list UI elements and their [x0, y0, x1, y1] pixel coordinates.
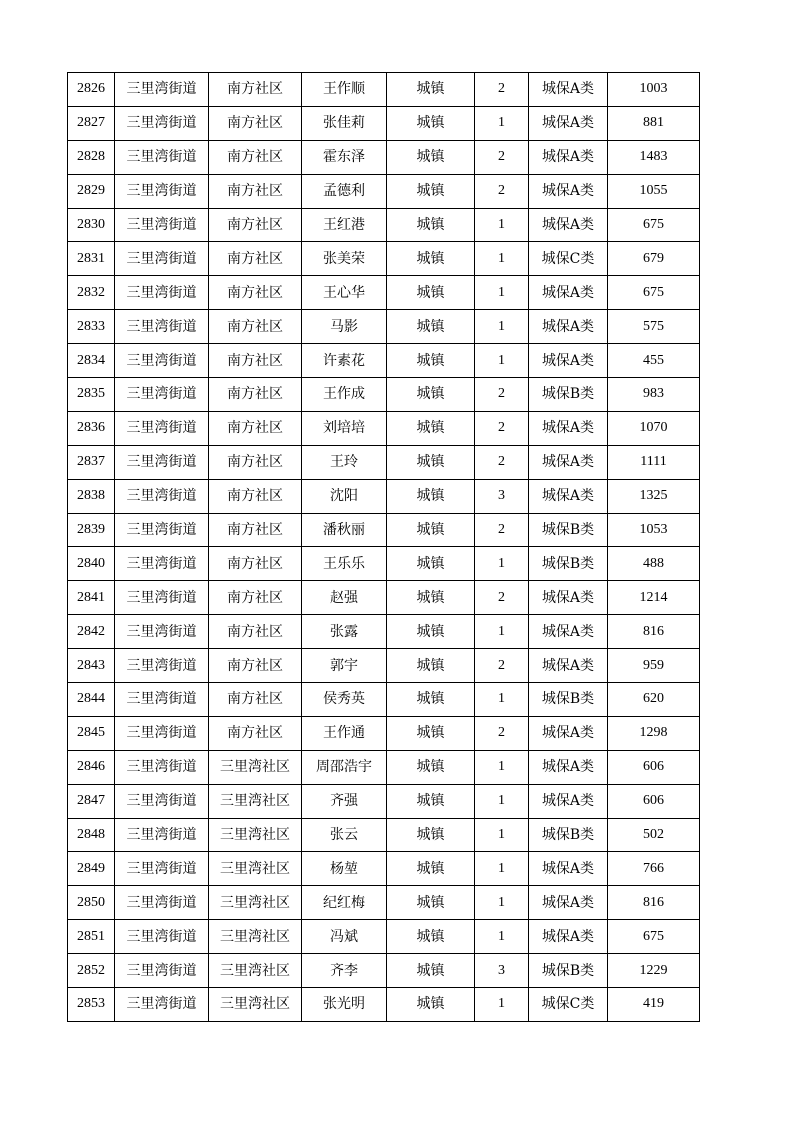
table-row — [68, 208, 700, 242]
household-type-cell: 城镇 — [387, 106, 475, 140]
table-row — [68, 988, 700, 1022]
table-row — [68, 445, 700, 479]
community-cell: 南方社区 — [209, 106, 302, 140]
row-number-cell: 2832 — [68, 276, 115, 310]
name-cell: 王作成 — [302, 378, 387, 412]
household-type-cell: 城镇 — [387, 479, 475, 513]
category-cell: 城保A类 — [529, 310, 608, 344]
category-cell: 城保A类 — [529, 174, 608, 208]
row-number-cell: 2852 — [68, 954, 115, 988]
name-cell: 杨堃 — [302, 852, 387, 886]
table-row — [68, 378, 700, 412]
community-cell: 南方社区 — [209, 344, 302, 378]
persons-cell: 1 — [475, 242, 529, 276]
row-number-cell: 2843 — [68, 649, 115, 683]
persons-cell: 3 — [475, 479, 529, 513]
category-cell: 城保A类 — [529, 344, 608, 378]
name-cell: 张云 — [302, 818, 387, 852]
street-cell: 三里湾街道 — [115, 513, 209, 547]
row-number-cell: 2836 — [68, 411, 115, 445]
row-number-cell: 2839 — [68, 513, 115, 547]
street-cell: 三里湾街道 — [115, 378, 209, 412]
category-cell: 城保A类 — [529, 784, 608, 818]
persons-cell: 2 — [475, 445, 529, 479]
amount-cell: 1070 — [608, 411, 700, 445]
amount-cell: 455 — [608, 344, 700, 378]
row-number-cell: 2853 — [68, 988, 115, 1022]
street-cell: 三里湾街道 — [115, 886, 209, 920]
street-cell: 三里湾街道 — [115, 750, 209, 784]
household-type-cell: 城镇 — [387, 411, 475, 445]
persons-cell: 2 — [475, 513, 529, 547]
category-cell: 城保A类 — [529, 750, 608, 784]
row-number-cell: 2835 — [68, 378, 115, 412]
name-cell: 纪红梅 — [302, 886, 387, 920]
name-cell: 张佳莉 — [302, 106, 387, 140]
name-cell: 张光明 — [302, 988, 387, 1022]
household-type-cell: 城镇 — [387, 174, 475, 208]
name-cell: 王玲 — [302, 445, 387, 479]
community-cell: 三里湾社区 — [209, 886, 302, 920]
name-cell: 潘秋丽 — [302, 513, 387, 547]
amount-cell: 1298 — [608, 716, 700, 750]
street-cell: 三里湾街道 — [115, 852, 209, 886]
street-cell: 三里湾街道 — [115, 818, 209, 852]
table-row — [68, 73, 700, 107]
street-cell: 三里湾街道 — [115, 716, 209, 750]
name-cell: 冯斌 — [302, 920, 387, 954]
household-type-cell: 城镇 — [387, 73, 475, 107]
category-cell: 城保B类 — [529, 513, 608, 547]
category-cell: 城保B类 — [529, 683, 608, 717]
category-cell: 城保A类 — [529, 615, 608, 649]
table-row — [68, 344, 700, 378]
amount-cell: 881 — [608, 106, 700, 140]
amount-cell: 1111 — [608, 445, 700, 479]
persons-cell: 1 — [475, 988, 529, 1022]
name-cell: 赵强 — [302, 581, 387, 615]
table-row — [68, 479, 700, 513]
persons-cell: 1 — [475, 344, 529, 378]
street-cell: 三里湾街道 — [115, 784, 209, 818]
row-number-cell: 2830 — [68, 208, 115, 242]
name-cell: 周邵浩宇 — [302, 750, 387, 784]
category-cell: 城保A类 — [529, 886, 608, 920]
name-cell: 刘培培 — [302, 411, 387, 445]
amount-cell: 502 — [608, 818, 700, 852]
name-cell: 马影 — [302, 310, 387, 344]
community-cell: 南方社区 — [209, 276, 302, 310]
name-cell: 王作顺 — [302, 73, 387, 107]
household-type-cell: 城镇 — [387, 547, 475, 581]
persons-cell: 1 — [475, 784, 529, 818]
category-cell: 城保B类 — [529, 547, 608, 581]
street-cell: 三里湾街道 — [115, 310, 209, 344]
amount-cell: 1229 — [608, 954, 700, 988]
amount-cell: 959 — [608, 649, 700, 683]
persons-cell: 1 — [475, 310, 529, 344]
persons-cell: 1 — [475, 106, 529, 140]
category-cell: 城保A类 — [529, 920, 608, 954]
amount-cell: 983 — [608, 378, 700, 412]
name-cell: 王红港 — [302, 208, 387, 242]
household-type-cell: 城镇 — [387, 886, 475, 920]
table-body — [68, 73, 700, 1022]
street-cell: 三里湾街道 — [115, 344, 209, 378]
household-type-cell: 城镇 — [387, 954, 475, 988]
household-type-cell: 城镇 — [387, 378, 475, 412]
table-row — [68, 581, 700, 615]
amount-cell: 488 — [608, 547, 700, 581]
category-cell: 城保B类 — [529, 954, 608, 988]
community-cell: 三里湾社区 — [209, 920, 302, 954]
name-cell: 齐强 — [302, 784, 387, 818]
table-row — [68, 310, 700, 344]
household-type-cell: 城镇 — [387, 784, 475, 818]
row-number-cell: 2846 — [68, 750, 115, 784]
table-row — [68, 649, 700, 683]
household-type-cell: 城镇 — [387, 988, 475, 1022]
data-table — [67, 72, 700, 1022]
community-cell: 南方社区 — [209, 513, 302, 547]
persons-cell: 1 — [475, 886, 529, 920]
household-type-cell: 城镇 — [387, 920, 475, 954]
row-number-cell: 2837 — [68, 445, 115, 479]
community-cell: 南方社区 — [209, 242, 302, 276]
name-cell: 齐李 — [302, 954, 387, 988]
household-type-cell: 城镇 — [387, 818, 475, 852]
table-row — [68, 852, 700, 886]
community-cell: 南方社区 — [209, 445, 302, 479]
table-row — [68, 513, 700, 547]
amount-cell: 1214 — [608, 581, 700, 615]
amount-cell: 1055 — [608, 174, 700, 208]
street-cell: 三里湾街道 — [115, 581, 209, 615]
table-row — [68, 106, 700, 140]
community-cell: 南方社区 — [209, 411, 302, 445]
street-cell: 三里湾街道 — [115, 411, 209, 445]
community-cell: 南方社区 — [209, 615, 302, 649]
table-row — [68, 716, 700, 750]
street-cell: 三里湾街道 — [115, 988, 209, 1022]
row-number-cell: 2841 — [68, 581, 115, 615]
street-cell: 三里湾街道 — [115, 208, 209, 242]
street-cell: 三里湾街道 — [115, 174, 209, 208]
community-cell: 南方社区 — [209, 581, 302, 615]
persons-cell: 2 — [475, 649, 529, 683]
row-number-cell: 2829 — [68, 174, 115, 208]
community-cell: 三里湾社区 — [209, 954, 302, 988]
table-row — [68, 242, 700, 276]
row-number-cell: 2833 — [68, 310, 115, 344]
community-cell: 三里湾社区 — [209, 852, 302, 886]
amount-cell: 675 — [608, 920, 700, 954]
amount-cell: 675 — [608, 276, 700, 310]
community-cell: 三里湾社区 — [209, 750, 302, 784]
category-cell: 城保A类 — [529, 852, 608, 886]
table-row — [68, 615, 700, 649]
table-row — [68, 784, 700, 818]
household-type-cell: 城镇 — [387, 581, 475, 615]
street-cell: 三里湾街道 — [115, 683, 209, 717]
household-type-cell: 城镇 — [387, 513, 475, 547]
household-type-cell: 城镇 — [387, 649, 475, 683]
persons-cell: 2 — [475, 716, 529, 750]
table-row — [68, 750, 700, 784]
row-number-cell: 2834 — [68, 344, 115, 378]
category-cell: 城保A类 — [529, 716, 608, 750]
household-type-cell: 城镇 — [387, 310, 475, 344]
household-type-cell: 城镇 — [387, 445, 475, 479]
persons-cell: 1 — [475, 852, 529, 886]
community-cell: 南方社区 — [209, 683, 302, 717]
persons-cell: 3 — [475, 954, 529, 988]
row-number-cell: 2849 — [68, 852, 115, 886]
street-cell: 三里湾街道 — [115, 445, 209, 479]
persons-cell: 1 — [475, 276, 529, 310]
table-row — [68, 954, 700, 988]
amount-cell: 575 — [608, 310, 700, 344]
household-type-cell: 城镇 — [387, 750, 475, 784]
community-cell: 南方社区 — [209, 140, 302, 174]
amount-cell: 816 — [608, 615, 700, 649]
persons-cell: 1 — [475, 750, 529, 784]
street-cell: 三里湾街道 — [115, 106, 209, 140]
category-cell: 城保A类 — [529, 445, 608, 479]
persons-cell: 1 — [475, 920, 529, 954]
persons-cell: 1 — [475, 208, 529, 242]
household-type-cell: 城镇 — [387, 276, 475, 310]
table-row — [68, 276, 700, 310]
persons-cell: 1 — [475, 615, 529, 649]
street-cell: 三里湾街道 — [115, 615, 209, 649]
amount-cell: 606 — [608, 750, 700, 784]
row-number-cell: 2826 — [68, 73, 115, 107]
persons-cell: 1 — [475, 683, 529, 717]
name-cell: 霍东泽 — [302, 140, 387, 174]
amount-cell: 1003 — [608, 73, 700, 107]
community-cell: 南方社区 — [209, 649, 302, 683]
street-cell: 三里湾街道 — [115, 276, 209, 310]
community-cell: 南方社区 — [209, 73, 302, 107]
category-cell: 城保B类 — [529, 818, 608, 852]
community-cell: 南方社区 — [209, 174, 302, 208]
street-cell: 三里湾街道 — [115, 242, 209, 276]
category-cell: 城保B类 — [529, 378, 608, 412]
table-row — [68, 411, 700, 445]
name-cell: 王作通 — [302, 716, 387, 750]
community-cell: 南方社区 — [209, 547, 302, 581]
table-row — [68, 547, 700, 581]
row-number-cell: 2850 — [68, 886, 115, 920]
table-row — [68, 886, 700, 920]
household-type-cell: 城镇 — [387, 242, 475, 276]
table-row — [68, 683, 700, 717]
row-number-cell: 2842 — [68, 615, 115, 649]
row-number-cell: 2831 — [68, 242, 115, 276]
row-number-cell: 2844 — [68, 683, 115, 717]
row-number-cell: 2851 — [68, 920, 115, 954]
name-cell: 王心华 — [302, 276, 387, 310]
category-cell: 城保C类 — [529, 988, 608, 1022]
street-cell: 三里湾街道 — [115, 73, 209, 107]
row-number-cell: 2840 — [68, 547, 115, 581]
persons-cell: 1 — [475, 818, 529, 852]
street-cell: 三里湾街道 — [115, 547, 209, 581]
amount-cell: 766 — [608, 852, 700, 886]
persons-cell: 1 — [475, 547, 529, 581]
category-cell: 城保A类 — [529, 479, 608, 513]
community-cell: 南方社区 — [209, 716, 302, 750]
row-number-cell: 2845 — [68, 716, 115, 750]
community-cell: 南方社区 — [209, 378, 302, 412]
amount-cell: 1325 — [608, 479, 700, 513]
persons-cell: 2 — [475, 581, 529, 615]
household-type-cell: 城镇 — [387, 140, 475, 174]
name-cell: 许素花 — [302, 344, 387, 378]
household-type-cell: 城镇 — [387, 683, 475, 717]
persons-cell: 2 — [475, 378, 529, 412]
household-type-cell: 城镇 — [387, 716, 475, 750]
street-cell: 三里湾街道 — [115, 649, 209, 683]
community-cell: 三里湾社区 — [209, 818, 302, 852]
name-cell: 王乐乐 — [302, 547, 387, 581]
amount-cell: 1053 — [608, 513, 700, 547]
amount-cell: 675 — [608, 208, 700, 242]
amount-cell: 679 — [608, 242, 700, 276]
community-cell: 南方社区 — [209, 479, 302, 513]
name-cell: 郭宇 — [302, 649, 387, 683]
community-cell: 南方社区 — [209, 208, 302, 242]
category-cell: 城保A类 — [529, 106, 608, 140]
household-type-cell: 城镇 — [387, 208, 475, 242]
persons-cell: 2 — [475, 140, 529, 174]
community-cell: 三里湾社区 — [209, 784, 302, 818]
household-type-cell: 城镇 — [387, 852, 475, 886]
amount-cell: 816 — [608, 886, 700, 920]
street-cell: 三里湾街道 — [115, 479, 209, 513]
household-type-cell: 城镇 — [387, 615, 475, 649]
category-cell: 城保A类 — [529, 581, 608, 615]
persons-cell: 2 — [475, 411, 529, 445]
category-cell: 城保A类 — [529, 140, 608, 174]
name-cell: 侯秀英 — [302, 683, 387, 717]
name-cell: 沈阳 — [302, 479, 387, 513]
category-cell: 城保A类 — [529, 276, 608, 310]
street-cell: 三里湾街道 — [115, 140, 209, 174]
amount-cell: 1483 — [608, 140, 700, 174]
table-row — [68, 920, 700, 954]
category-cell: 城保A类 — [529, 411, 608, 445]
category-cell: 城保A类 — [529, 208, 608, 242]
category-cell: 城保C类 — [529, 242, 608, 276]
row-number-cell: 2827 — [68, 106, 115, 140]
name-cell: 张美荣 — [302, 242, 387, 276]
category-cell: 城保A类 — [529, 649, 608, 683]
amount-cell: 419 — [608, 988, 700, 1022]
amount-cell: 620 — [608, 683, 700, 717]
category-cell: 城保A类 — [529, 73, 608, 107]
persons-cell: 2 — [475, 174, 529, 208]
row-number-cell: 2848 — [68, 818, 115, 852]
household-type-cell: 城镇 — [387, 344, 475, 378]
table-row — [68, 174, 700, 208]
street-cell: 三里湾街道 — [115, 920, 209, 954]
amount-cell: 606 — [608, 784, 700, 818]
street-cell: 三里湾街道 — [115, 954, 209, 988]
table-row — [68, 818, 700, 852]
row-number-cell: 2828 — [68, 140, 115, 174]
name-cell: 张露 — [302, 615, 387, 649]
community-cell: 三里湾社区 — [209, 988, 302, 1022]
community-cell: 南方社区 — [209, 310, 302, 344]
persons-cell: 2 — [475, 73, 529, 107]
name-cell: 孟德利 — [302, 174, 387, 208]
row-number-cell: 2838 — [68, 479, 115, 513]
row-number-cell: 2847 — [68, 784, 115, 818]
table-row — [68, 140, 700, 174]
